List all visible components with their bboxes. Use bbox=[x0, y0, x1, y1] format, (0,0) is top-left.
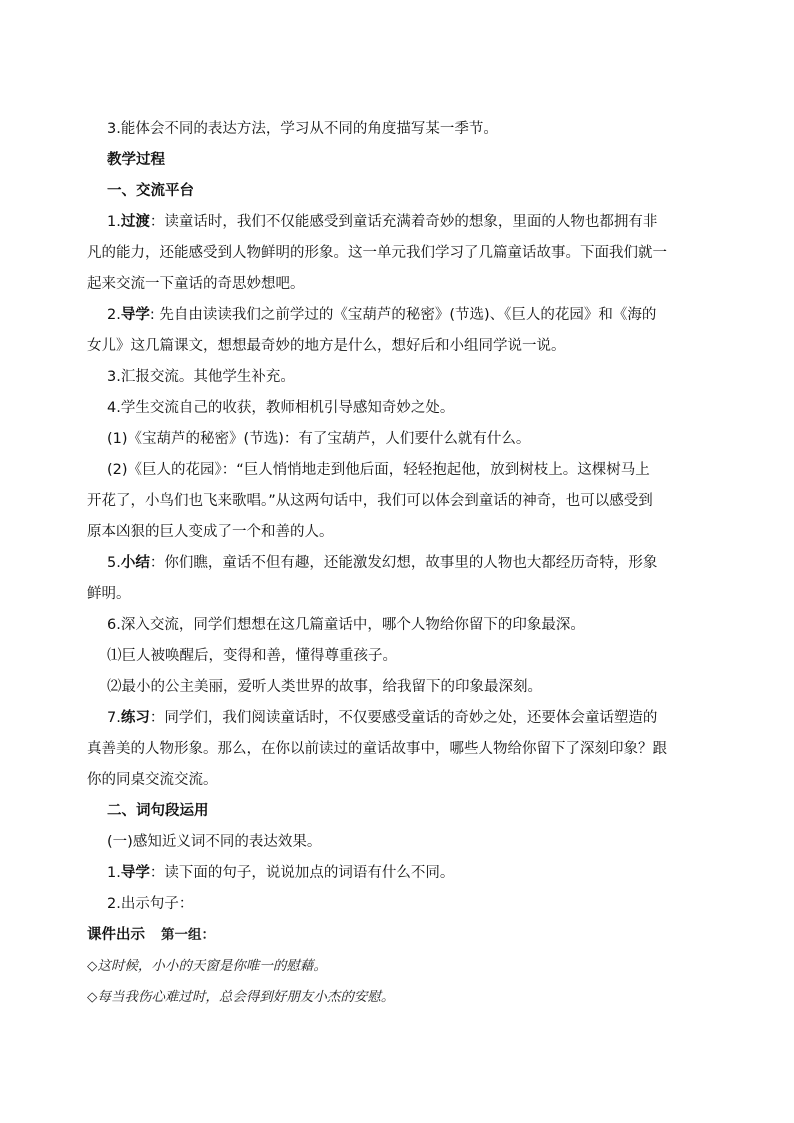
paragraph-6-item-2: ⑵最小的公主美丽，爱听人类世界的故事，给我留下的印象最深刻。 bbox=[107, 679, 542, 695]
section-2-paragraph-2: 1.导学：读下面的句子，说说加点的词语有什么不同。 bbox=[107, 865, 455, 881]
label-exercise: 练习 bbox=[120, 710, 150, 726]
paragraph-2: 2.导学: 先自由读读我们之前学过的《宝葫芦的秘密》(节选)、《巨人的花园》和《海的 女儿》这几篇课文，想想最奇妙的地方是什么，想好后和小组同学说一说。 bbox=[87, 307, 657, 354]
courseware-label: 课件出示 bbox=[87, 927, 145, 943]
label-summary: 小结 bbox=[120, 555, 150, 571]
paragraph-5: 5.小结：你们瞧，童话不但有趣，还能激发幻想，故事里的人物也大都经历奇特，形象 鲜明。 bbox=[87, 555, 658, 602]
label-guide: 导学 bbox=[120, 307, 150, 323]
paragraph-4: 4.学生交流自己的收获，教师相机引导感知奇妙之处。 bbox=[107, 400, 455, 416]
group-label: 第一组： bbox=[161, 927, 215, 943]
section-2-paragraph-3: 2.出示句子： bbox=[107, 896, 194, 912]
paragraph-6-item-1: ⑴巨人被唤醒后，变得和善，懂得尊重孩子。 bbox=[107, 648, 397, 664]
label-guide-2: 导学 bbox=[120, 865, 150, 881]
paragraph-6: 6.深入交流，同学们想想在这几篇童话中，哪个人物给你留下的印象最深。 bbox=[107, 617, 585, 633]
objective-3: 3.能体会不同的表达方法，学习从不同的角度描写某一季节。 bbox=[107, 121, 498, 137]
example-sentence-2: ◇每当我伤心难过时，总会得到好朋友小杰的安慰。 bbox=[87, 989, 395, 1005]
courseware-line bbox=[87, 920, 719, 951]
section-2-paragraph-1: (一)感知近义词不同的表达效果。 bbox=[107, 834, 322, 850]
paragraph-7: 7.练习：同学们，我们阅读童话时，不仅要感受童话的奇妙之处，还要体会童话塑造的 真善美的人物形象。那么，在你以前读过的童话故事中，哪些人物给你留下了深刻印象？跟 你的同桌交流交流。 bbox=[87, 710, 667, 788]
heading-teaching-process: 教学过程 bbox=[107, 152, 165, 168]
example-sentence-1: ◇这时候，小小的天窗是你唯一的慰藉。 bbox=[87, 958, 327, 974]
paragraph-1: 1.过渡：读童话时，我们不仅能感受到童话充满着奇妙的想象，里面的人物也都拥有非 凡的能力，还能感受到人物鲜明的形象。这一单元我们学习了几篇童话故事。下面我们就一 起来交流一下童话的奇思妙想吧。 bbox=[87, 214, 667, 292]
paragraph-4-item-2: (2)《巨人的花园》：“巨人悄悄地走到他后面，轻轻抱起他，放到树枝上。这棵树马上 开花了，小鸟们也飞来歌唱。”从这两句话中，我们可以体会到童话的神奇，也可以感受到 原本凶狠的巨人变成了一个和善的人。 bbox=[87, 462, 653, 540]
label-transition: 过渡 bbox=[120, 214, 150, 230]
section-1-title: 一、交流平台 bbox=[107, 183, 194, 199]
document-body bbox=[87, 114, 719, 1013]
paragraph-3: 3.汇报交流。其他学生补充。 bbox=[107, 369, 295, 385]
section-2-title: 二、词句段运用 bbox=[107, 803, 209, 819]
paragraph-4-item-1: (1)《宝葫芦的秘密》(节选)：有了宝葫芦，人们要什么就有什么。 bbox=[107, 431, 531, 447]
